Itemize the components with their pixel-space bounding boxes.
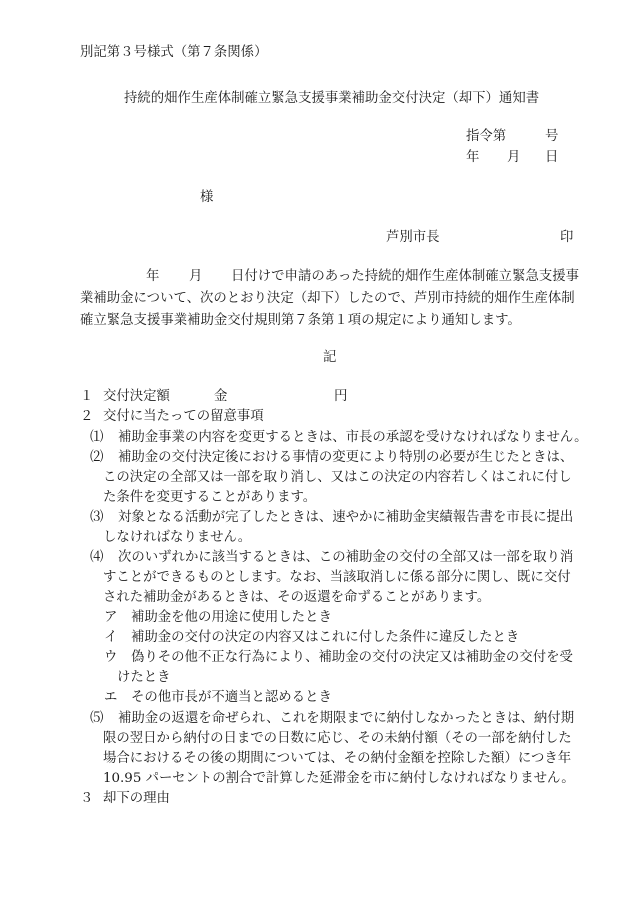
intro-line-2: 業補助金について、次のとおり決定（却下）したので、芦別市持続的畑作生産体制 xyxy=(80,291,575,306)
date-day: 日 xyxy=(545,150,559,165)
clause-2-number: ⑵ xyxy=(90,450,104,465)
item-1-kin: 金 xyxy=(214,389,228,404)
item-1-number: １ xyxy=(80,389,94,404)
subitem-u-text-2: けたとき xyxy=(117,670,171,685)
addressee-honorific: 様 xyxy=(200,190,214,205)
clause-2-line-1: 補助金の交付決定後における事情の変更により特別の必要が生じたときは、 xyxy=(118,450,574,465)
seal-mark: 印 xyxy=(560,230,574,245)
order-number-suffix: 号 xyxy=(545,129,559,144)
ki-heading: 記 xyxy=(323,350,337,365)
item-3-number: ３ xyxy=(80,791,94,806)
intro-month: 月 xyxy=(189,269,203,284)
intro-line-3: 確立緊急支援事業補助金交付規則第７条第１項の規定により通知します。 xyxy=(80,313,521,328)
item-1-label: 交付決定額 xyxy=(103,389,170,404)
item-3-label: 却下の理由 xyxy=(103,791,170,806)
subitem-e-text: その他市長が不適当と認めるとき xyxy=(131,690,332,705)
clause-3-line-1: 対象となる活動が完了したときは、速やかに補助金実績報告書を市長に提出 xyxy=(118,510,574,525)
item-2-number: ２ xyxy=(80,409,94,424)
subitem-a-text: 補助金を他の用途に使用したとき xyxy=(131,610,332,625)
subitem-u-text-1: 偽りその他不正な行為により、補助金の交付の決定又は補助金の交付を受 xyxy=(131,650,573,665)
clause-3-number: ⑶ xyxy=(90,510,104,525)
clause-5-number: ⑸ xyxy=(90,711,104,726)
item-2-label: 交付に当たっての留意事項 xyxy=(103,409,264,424)
clause-2-line-2: この決定の全部又は一部を取り消し、又はこの決定の内容若しくはこれに付し xyxy=(103,470,572,485)
clause-4-number: ⑷ xyxy=(90,550,104,565)
clause-1-line-1: 補助金事業の内容を変更するときは、市長の承認を受けなければなりません。 xyxy=(118,430,588,445)
date-month: 月 xyxy=(507,150,521,165)
subitem-a-kana: ア xyxy=(104,610,118,625)
clause-5-line-2: 限の翌日から納付の日までの日数に応じ、その未納付額（その一部を納付した xyxy=(103,731,572,746)
subitem-u-kana: ウ xyxy=(104,650,118,665)
date-year: 年 xyxy=(466,150,480,165)
form-label: 別記第３号様式（第７条関係） xyxy=(80,45,268,60)
clause-5-line-3: 場合におけるその後の期間については、その納付金額を控除した額）につき年 xyxy=(103,751,572,766)
clause-4-line-2: すことができるものとします。なお、当該取消しに係る部分に関し、既に交付 xyxy=(103,570,571,585)
clause-3-line-2: しなければなりません。 xyxy=(103,530,252,545)
subitem-i-kana: イ xyxy=(104,630,118,645)
clause-2-line-3: た条件を変更することがあります。 xyxy=(103,490,317,505)
item-1-yen: 円 xyxy=(334,389,348,404)
sender-title: 芦別市長 xyxy=(386,230,440,245)
document-title: 持続的畑作生産体制確立緊急支援事業補助金交付決定（却下）通知書 xyxy=(124,91,540,106)
intro-line-1: 日付けで申請のあった持続的畑作生産体制確立緊急支援事 xyxy=(231,269,580,284)
clause-5-line-4: 10.95 パーセントの割合で計算した延滞金を市に納付しなければなりません。 xyxy=(103,771,575,786)
clause-4-line-3: された補助金があるときは、その返還を命ずることがあります。 xyxy=(103,590,491,605)
subitem-e-kana: エ xyxy=(104,690,118,705)
intro-year: 年 xyxy=(146,269,160,284)
clause-4-line-1: 次のいずれかに該当するときは、この補助金の交付の全部又は一部を取り消 xyxy=(118,550,574,565)
subitem-i-text: 補助金の交付の決定の内容又はこれに付した条件に違反したとき xyxy=(131,630,520,645)
clause-1-number: ⑴ xyxy=(90,430,104,445)
order-number-prefix: 指令第 xyxy=(466,129,507,144)
clause-5-line-1: 補助金の返還を命ぜられ、これを期限までに納付しなかったときは、納付期 xyxy=(118,711,575,726)
